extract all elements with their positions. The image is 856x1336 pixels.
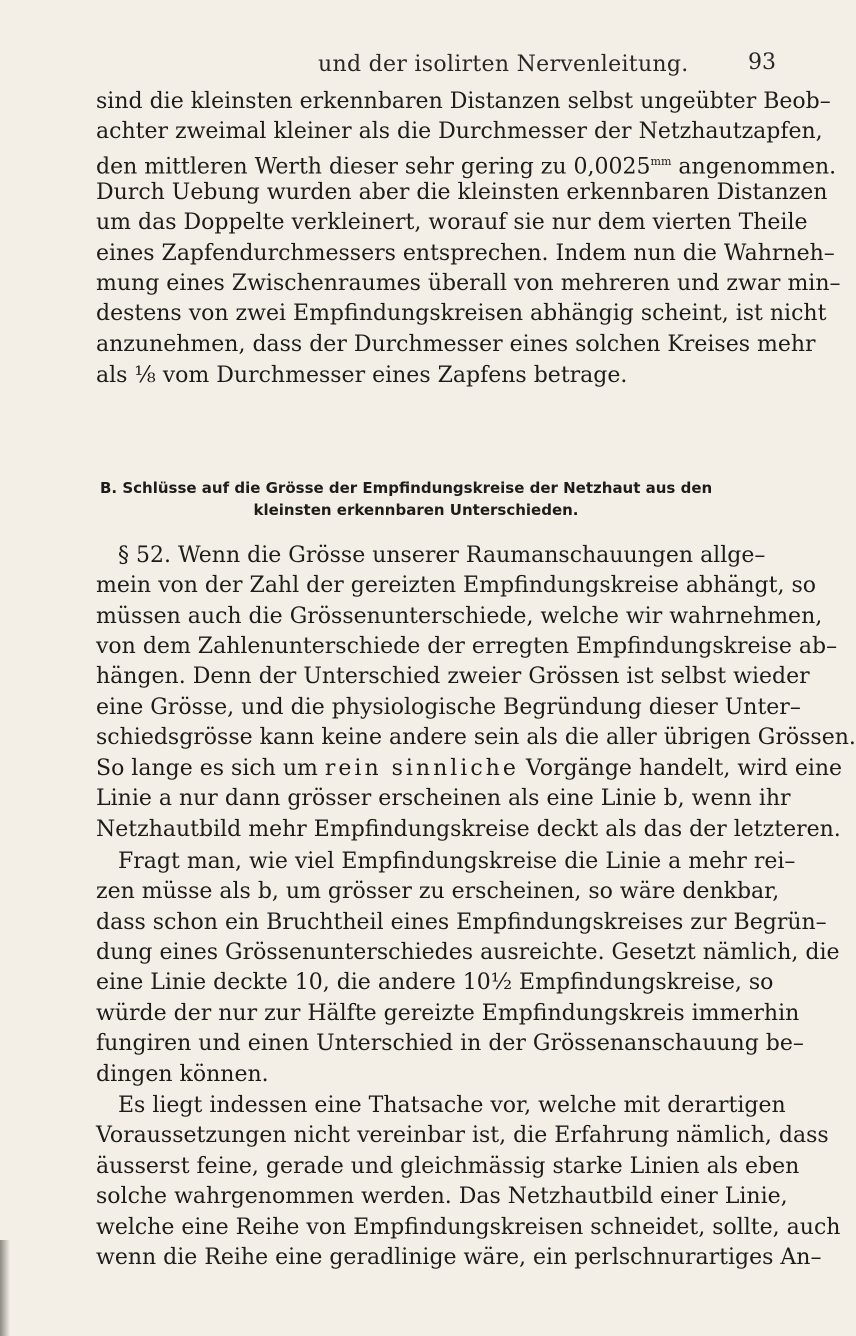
section-heading: B. Schlüsse auf die Grösse der Empfindungskreise der Netzhaut aus den [100,479,713,497]
text-line: hängen. Denn der Unterschied zweier Grössen ist selbst wieder [96,664,810,689]
text-line: eines Zapfendurchmessers entsprechen. Indem nun die Wahrneh– [96,241,835,266]
text-line: schiedsgrösse kann keine andere sein als die aller übrigen Grössen. [96,725,856,750]
text-line: dass schon ein Bruchtheil eines Empfindungskreises zur Begrün– [96,910,827,935]
running-title: und der isolirten Nervenleitung. [318,52,689,77]
text-line: mung eines Zwischenraumes überall von mehreren und zwar min– [96,271,841,296]
text-line: den mittleren Werth dieser sehr gering zu $0,0025^{mm}$ angenommen. [96,154,837,180]
text-line: So lange es sich um rein sinnliche Vorgänge handelt, wird eine [96,756,843,781]
text-line: würde der nur zur Hälfte gereizte Empfindungskreis immerhin [96,1001,800,1026]
text-line: dingen können. [96,1062,269,1087]
emphasis: rein sinnliche [324,756,519,781]
text-line: solche wahrgenommen werden. Das Netzhautbild einer Linie, [96,1184,788,1209]
section-heading: kleinsten erkennbaren Unterschieden. [253,501,579,519]
page-number: 93 [748,50,776,75]
text-line: mein von der Zahl der gereizten Empfindungskreise abhängt, so [96,573,816,598]
text-line: müssen auch die Grössenunterschiede, welche wir wahrnehmen, [96,604,823,629]
text-line: wenn die Reihe eine geradlinige wäre, ein perlschnurartiges An– [96,1245,822,1270]
text-line: äusserst feine, gerade und gleichmässig starke Linien als eben [96,1154,800,1179]
text-line: Linie a nur dann grösser erscheinen als eine Linie b, wenn ihr [96,786,791,811]
page-edge-shadow [0,1240,10,1336]
text-line: Durch Uebung wurden aber die kleinsten erkennbaren Distanzen [96,180,828,205]
text-line: achter zweimal kleiner als die Durchmesser der Netzhautzapfen, [96,119,823,144]
text-line: welche eine Reihe von Empfindungskreisen schneidet, sollte, auch [96,1215,841,1240]
text-line: Es liegt indessen eine Thatsache vor, welche mit derartigen [118,1093,786,1118]
text-line: destens von zwei Empfindungskreisen abhängig scheint, ist nicht [96,301,827,326]
text-line: anzunehmen, dass der Durchmesser eines solchen Kreises mehr [96,332,816,357]
text-line: § 52. Wenn die Grösse unserer Raumanschauungen allge– [118,543,766,568]
text-line: Voraussetzungen nicht vereinbar ist, die Erfahrung nämlich, dass [96,1123,829,1148]
text-line: Netzhautbild mehr Empfindungskreise deckt als das der letzteren. [96,817,841,842]
text-line: eine Grösse, und die physiologische Begründung dieser Unter– [96,695,801,720]
text-line: dung eines Grössenunterschiedes ausreichte. Gesetzt nämlich, die [96,940,840,965]
text-line: fungiren und einen Unterschied in der Grössenanschauung be– [96,1031,804,1056]
text-line: von dem Zahlenunterschiede der erregten Empfindungskreise ab– [96,634,838,659]
text-line: sind die kleinsten erkennbaren Distanzen selbst ungeübter Beob– [96,89,831,114]
text-line: eine Linie deckte 10, die andere 10½ Empfindungskreise, so [96,970,774,995]
text-line: als ⅛ vom Durchmesser eines Zapfens betrage. [96,363,628,388]
text-line: zen müsse als b, um grösser zu erscheinen, so wäre denkbar, [96,879,780,904]
text-line: Fragt man, wie viel Empfindungskreise die Linie a mehr rei– [118,849,796,874]
text-line: um das Doppelte verkleinert, worauf sie nur dem vierten Theile [96,210,808,235]
